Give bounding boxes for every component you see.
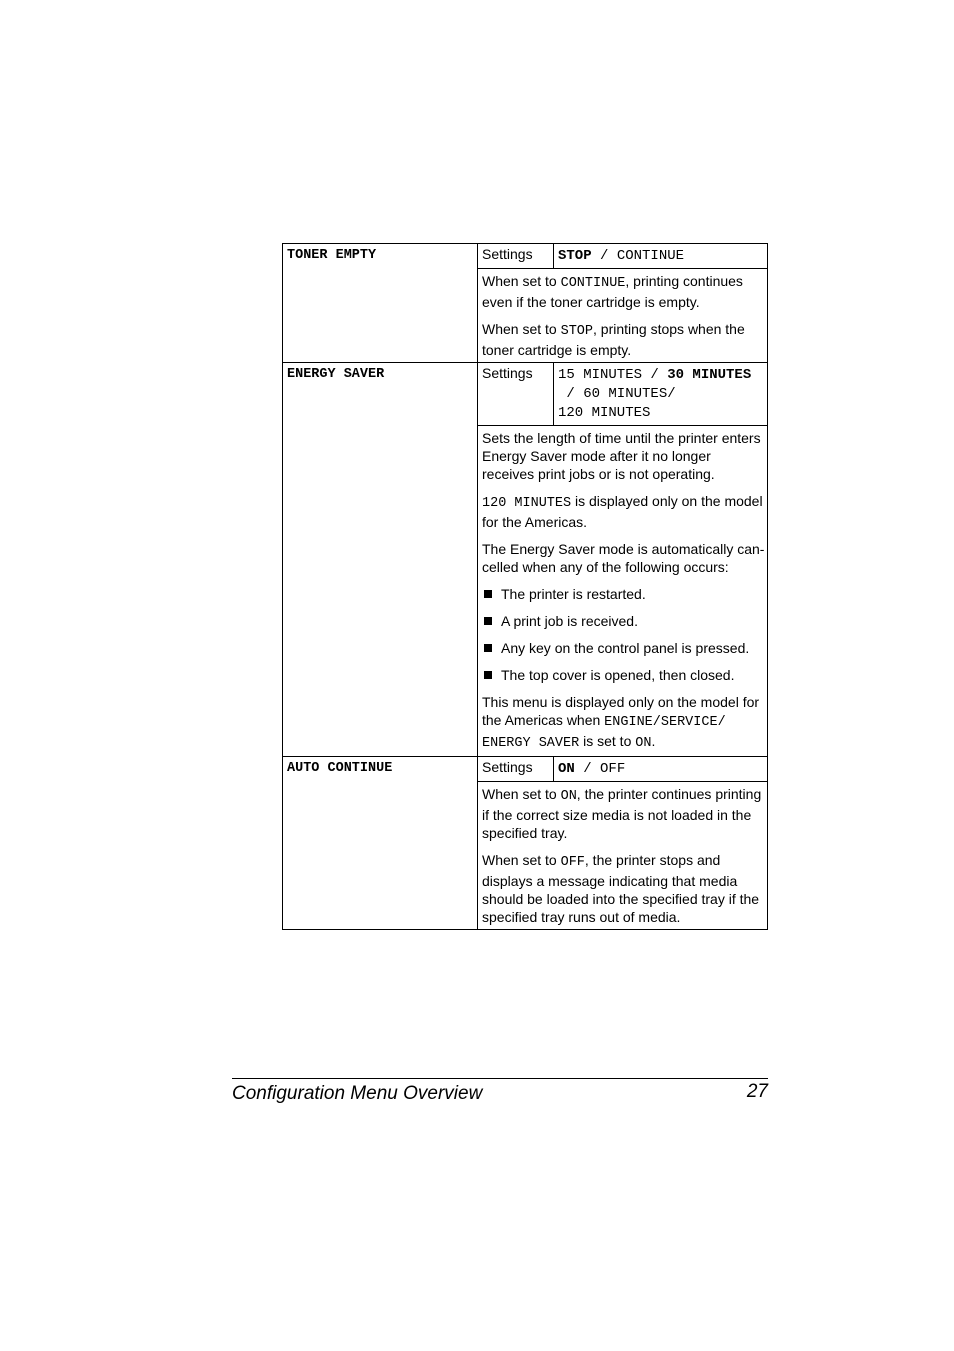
energy-saver-description (478, 426, 768, 757)
code-text: CONTINUE (560, 276, 626, 291)
bullet-text: A print job is received. (501, 613, 638, 629)
auto-continue-settings-row (283, 757, 768, 782)
energy-saver-name: ENERGY SAVER (283, 363, 478, 757)
toner-empty-name: TONER EMPTY (283, 244, 478, 363)
text: is set to (579, 733, 636, 749)
settings-label: Settings (478, 244, 554, 269)
text: When set to (482, 786, 561, 802)
description-paragraph: The Energy Saver mode is automatically can-celled when any of the following occurs: (482, 541, 765, 575)
page-number: 27 (746, 1081, 768, 1102)
footer-rule (232, 1078, 768, 1079)
bullet-item (482, 639, 765, 657)
option-value: OFF (600, 761, 626, 777)
option-separator: / (574, 761, 601, 777)
toner-empty-description (478, 269, 768, 363)
code-text: ON (560, 789, 577, 804)
energy-saver-settings-row (283, 363, 768, 426)
text: When set to (482, 852, 561, 868)
bullet-item (482, 612, 765, 630)
auto-continue-options (554, 757, 768, 782)
code-text: ON (635, 736, 652, 751)
code-text: STOP (560, 324, 593, 339)
bullet-square-icon (484, 671, 492, 679)
auto-continue-name: AUTO CONTINUE (283, 757, 478, 930)
footer-title: Configuration Menu Overview (232, 1083, 483, 1104)
energy-saver-options (554, 363, 768, 426)
bullet-square-icon (484, 644, 492, 652)
description-paragraph (482, 272, 765, 311)
settings-label: Settings (478, 757, 554, 782)
code-text: OFF (560, 855, 585, 870)
bullet-text: The top cover is opened, then closed. (501, 667, 735, 683)
bullet-item (482, 666, 765, 684)
bullet-text: The printer is restarted. (501, 586, 646, 602)
toner-empty-settings-row (283, 244, 768, 269)
text: , printing continues even if the toner cartridge is empty. (482, 273, 743, 310)
menu-table (282, 243, 768, 930)
option-default: ON (558, 761, 575, 777)
description-paragraph: Sets the length of time until the printer enters Energy Saver mode after it no longer receives print jobs or is not operating. (482, 430, 761, 482)
option-value: 120 MINUTES (558, 405, 651, 421)
code-text: 120 MINUTES (482, 496, 572, 511)
text: . (651, 733, 656, 749)
text: , the printer continues printing if the correct size media is not loaded in the specified tray. (482, 786, 762, 841)
text: This menu is displayed only on the model for the Americas when (482, 694, 760, 728)
text: , printing stops when the toner cartridge is empty. (482, 321, 745, 358)
bullet-item (482, 585, 765, 603)
text: When set to (482, 321, 561, 337)
option-default: STOP (558, 248, 592, 264)
option-value: 15 MINUTES / (558, 367, 668, 383)
code-text: ENGINE/SERVICE/ ENERGY SAVER (482, 715, 726, 751)
auto-continue-description (478, 782, 768, 930)
description-paragraph (482, 693, 765, 753)
bullet-text: Any key on the control panel is pressed. (501, 640, 750, 656)
option-separator: / (591, 248, 617, 264)
description-paragraph (482, 785, 765, 842)
bullet-square-icon (484, 590, 492, 598)
description-paragraph (482, 320, 765, 359)
description-paragraph (482, 492, 765, 531)
text: , the printer stops and displays a message indicating that media should be loaded into the specified tray if the specified tray runs out of media. (482, 852, 760, 925)
description-paragraph (482, 851, 765, 926)
option-value: CONTINUE (616, 248, 685, 264)
settings-label: Settings (478, 363, 554, 426)
text: When set to (482, 273, 561, 289)
option-value: / 60 MINUTES/ (558, 386, 676, 402)
option-default: 30 MINUTES (667, 367, 752, 383)
toner-empty-options (554, 244, 768, 269)
bullet-square-icon (484, 617, 492, 625)
text: is displayed only on the model for the Americas. (482, 493, 763, 530)
